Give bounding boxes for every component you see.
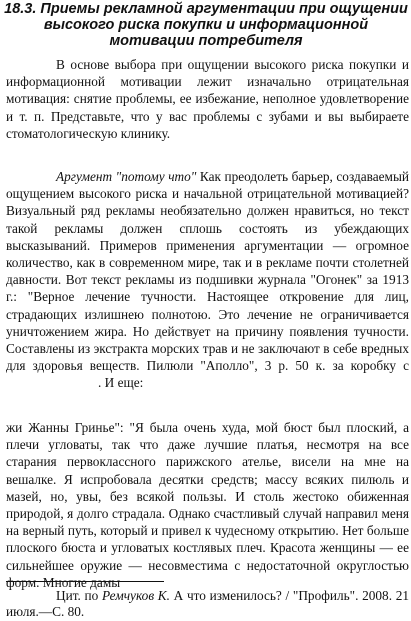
section-heading: 18.3. Приемы рекламной аргументации при ощущении высокого риска покупки и информационной мотивации потребителя	[4, 1, 408, 49]
footnote	[6, 588, 409, 620]
footnote-rule	[6, 581, 164, 582]
paragraph-intro-text: В основе выбора при ощущении высокого риска покупки и информационной мотивации лежит изначально отрицательная мотивация: снятие проблемы, ее избежание, неполное удовлетворение и т. п. Представьте, что у вас проблемы с зубами и вы выбираете стоматологическую клинику.	[6, 57, 409, 141]
footnote-prefix: Цит. по	[56, 588, 99, 603]
paragraph-argument-tail: . И еще:	[98, 375, 144, 391]
argument-lead: Аргумент "потому что"	[56, 169, 197, 184]
footnote-author: Ремчуков К.	[102, 588, 170, 603]
paragraph-argument-text: Как преодолеть барьер, создаваемый ощущением высокого риска и начальной отрицательной мотивацией? Визуальный ряд рекламы необязательно должен нравиться, но текст такой рекламы должен сплошь состоять из убеждающих высказываний. Примеров применения аргументации — огромное количество, как в современном мире, так и в рекламе почти столетней давности. Вот текст рекламы из подшивки журнала "Огонек" за 1913 г.: "Верное лечение тучности. Настоящее откровение для лиц, страдающих излишнею полнотою. Это лечение не ограничивается уничтожением жира. Но действует на причину появления тучности. Составлены из экстракта морских трав и не заключают в себе вредных для здоровья веществ. Пилюли "Аполло", 3 р. 50 к. за коробку с	[6, 169, 409, 374]
paragraph-quote: жи Жанны Гриньe": "Я была очень худа, мой бюст был плоский, а плечи угловаты, так что даже лучшие платья, несмотря на все старания первоклассного парижского ателье, висели на мне на вешалке. Я испробовала десятки средств; массу всяких пилюль и мазей, но, увы, без всякой пользы. И столь жестоко обиженная природой, я долго страдала. Однако счастливый случай направил меня на верный путь, который и привел к чудесному открытию. Нет больше плоского бюста и угловатых костлявых плеч. Красота женщины — ее сильнейшее оружие — несовместима с недостаточной округлостью форм. Многие дамы	[6, 420, 409, 590]
footnote-text: А что изменилось? / "Профиль". 2008. 21 июля.—С. 80.	[6, 588, 410, 619]
paragraph-argument	[6, 168, 409, 392]
paragraph-intro	[6, 56, 409, 142]
